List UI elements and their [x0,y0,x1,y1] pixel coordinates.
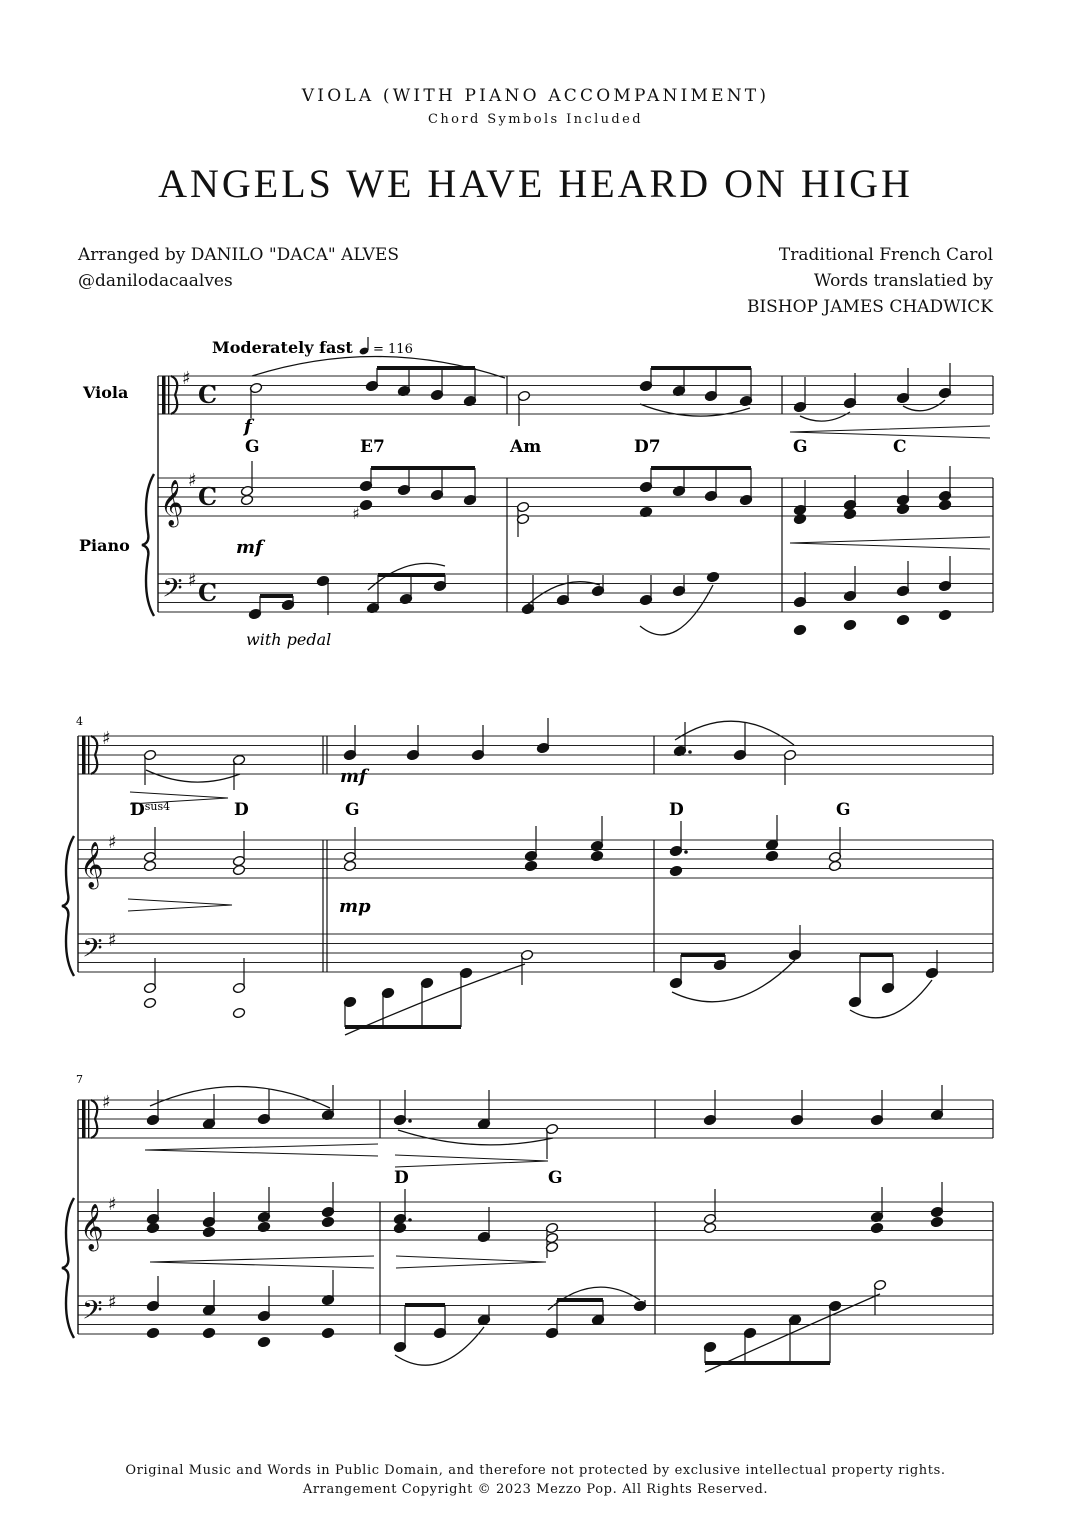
pedal-marking: with pedal [246,630,332,649]
chord-symbol: G [793,437,808,457]
chord-symbols-note: Chord Symbols Included [428,112,643,127]
slur [398,1130,553,1145]
chord-symbol: D [234,800,249,820]
note-head [146,1327,159,1339]
note-head [321,1216,334,1228]
note-head [240,494,253,506]
piano-brace [142,474,154,616]
quarter-note-icon [359,337,370,356]
chord-symbol: $D^{sus4}$ [130,800,171,820]
key-signature-sharp: ♯ [188,470,197,491]
origin-credit: Traditional French Carol [778,245,993,265]
note-head [202,1327,215,1339]
alto-clef [162,376,166,414]
treble-clef: 𝄞 [160,480,184,526]
translation-credit: Words translatied by [813,271,993,291]
note-head [232,1007,245,1019]
bass-clef: 𝄢 [162,572,183,610]
dot [408,1119,412,1123]
key-signature-sharp: ♯ [108,832,117,853]
note-head [843,619,856,631]
note-head [343,860,356,872]
key-signature-sharp: ♯ [102,1092,111,1113]
tempo-text: Moderately fast [212,338,353,357]
note-head [257,1221,270,1233]
accidental-sharp: ♯ [352,504,360,523]
treble-clef: 𝄞 [80,1204,104,1250]
time-signature: C [198,482,218,511]
alto-clef [82,736,86,774]
diminuendo-hairpin [396,1256,546,1268]
viola-label: Viola [83,383,129,402]
diminuendo-hairpin [128,899,232,911]
note-head [257,1336,270,1348]
bass-clef: 𝄢 [82,932,103,970]
chord-symbol: D [394,1168,409,1188]
dynamic-marking: mf [236,537,263,558]
bass-clef: 𝄢 [82,1294,103,1332]
alto-clef [168,376,169,414]
measure-number-7: 7 [76,1073,83,1086]
footer-line-1: Original Music and Words in Public Domain, and therefore not protected by exclusive intellectual property rights. [125,1463,946,1478]
slur [146,770,240,782]
chord-symbol: G [548,1168,563,1188]
alto-clef [88,736,89,774]
chord-symbol: G [836,800,851,820]
dynamic-marking: mp [339,896,371,917]
slur [675,721,794,745]
note-head [938,499,951,511]
note-head [843,508,856,520]
footer-line-2: Arrangement Copyright © 2023 Mezzo Pop. All Rights Reserved. [302,1482,769,1497]
dynamic-marking: f [244,416,252,437]
note-head [321,1327,334,1339]
note-head [793,513,806,525]
chord-symbol: C [893,437,907,457]
crescendo-hairpin [150,1256,374,1268]
dot [408,1218,412,1222]
note-head [896,503,909,515]
piano-brace [62,1198,74,1338]
translator-name: BISHOP JAMES CHADWICK [746,297,993,317]
tempo-bpm: = 116 [373,342,413,357]
slur [800,412,850,421]
chord-symbol: D7 [634,437,661,457]
arranger-handle: @danilodacaalves [78,271,233,291]
note-head [828,860,841,872]
piano-label: Piano [79,536,130,555]
note-head [938,609,951,621]
dot [684,850,688,854]
time-signature: C [198,578,218,607]
chord-symbol: Am [510,437,542,457]
dynamic-marking: mf [340,766,367,787]
note-head [232,864,245,876]
note-head [202,1226,215,1238]
key-signature-sharp: ♯ [102,728,111,749]
note-head [870,1222,883,1234]
notation [62,356,990,1372]
key-signature-sharp: ♯ [188,570,197,591]
chord-suffix: sus4 [144,800,171,813]
chord-symbol: E7 [360,437,385,457]
note-head [669,865,682,877]
key-signature-sharp: ♯ [108,930,117,951]
note-head [793,624,806,636]
slur [903,400,945,411]
key-signature-sharp: ♯ [108,1194,117,1215]
chord-symbol: G [345,800,360,820]
note-head [524,860,537,872]
note-head [359,499,372,511]
crescendo-hairpin [790,537,990,549]
chord-symbol: D [669,800,684,820]
note-head [896,614,909,626]
note-head [703,1222,716,1234]
page-title: ANGELS WE HAVE HEARD ON HIGH [158,161,913,206]
slur [672,960,795,1002]
slur [150,1086,330,1108]
dot [688,750,692,754]
treble-clef: 𝄞 [80,842,104,888]
note-head [143,997,156,1009]
crescendo-hairpin [790,426,990,438]
chord-symbol: G [245,437,260,457]
piano-brace [62,836,74,976]
note-head [590,850,603,862]
note-head [765,850,778,862]
note-head [146,1222,159,1234]
slur [345,964,525,1035]
alto-clef [82,1100,86,1138]
alto-clef [88,1100,89,1138]
instrument-line: VIOLA (WITH PIANO ACCOMPANIMENT) [301,86,770,106]
diminuendo-hairpin [395,1155,548,1167]
note-head [393,1222,406,1234]
crescendo-hairpin [145,1144,378,1156]
note-head [930,1216,943,1228]
measure-number-4: 4 [76,715,83,728]
key-signature-sharp: ♯ [108,1292,117,1313]
arranger-name: Arranged by DANILO "DACA" ALVES [78,245,399,265]
time-signature: C [198,380,218,409]
key-signature-sharp: ♯ [182,368,191,389]
note-head [143,860,156,872]
copyright-footer [0,1461,1071,1499]
